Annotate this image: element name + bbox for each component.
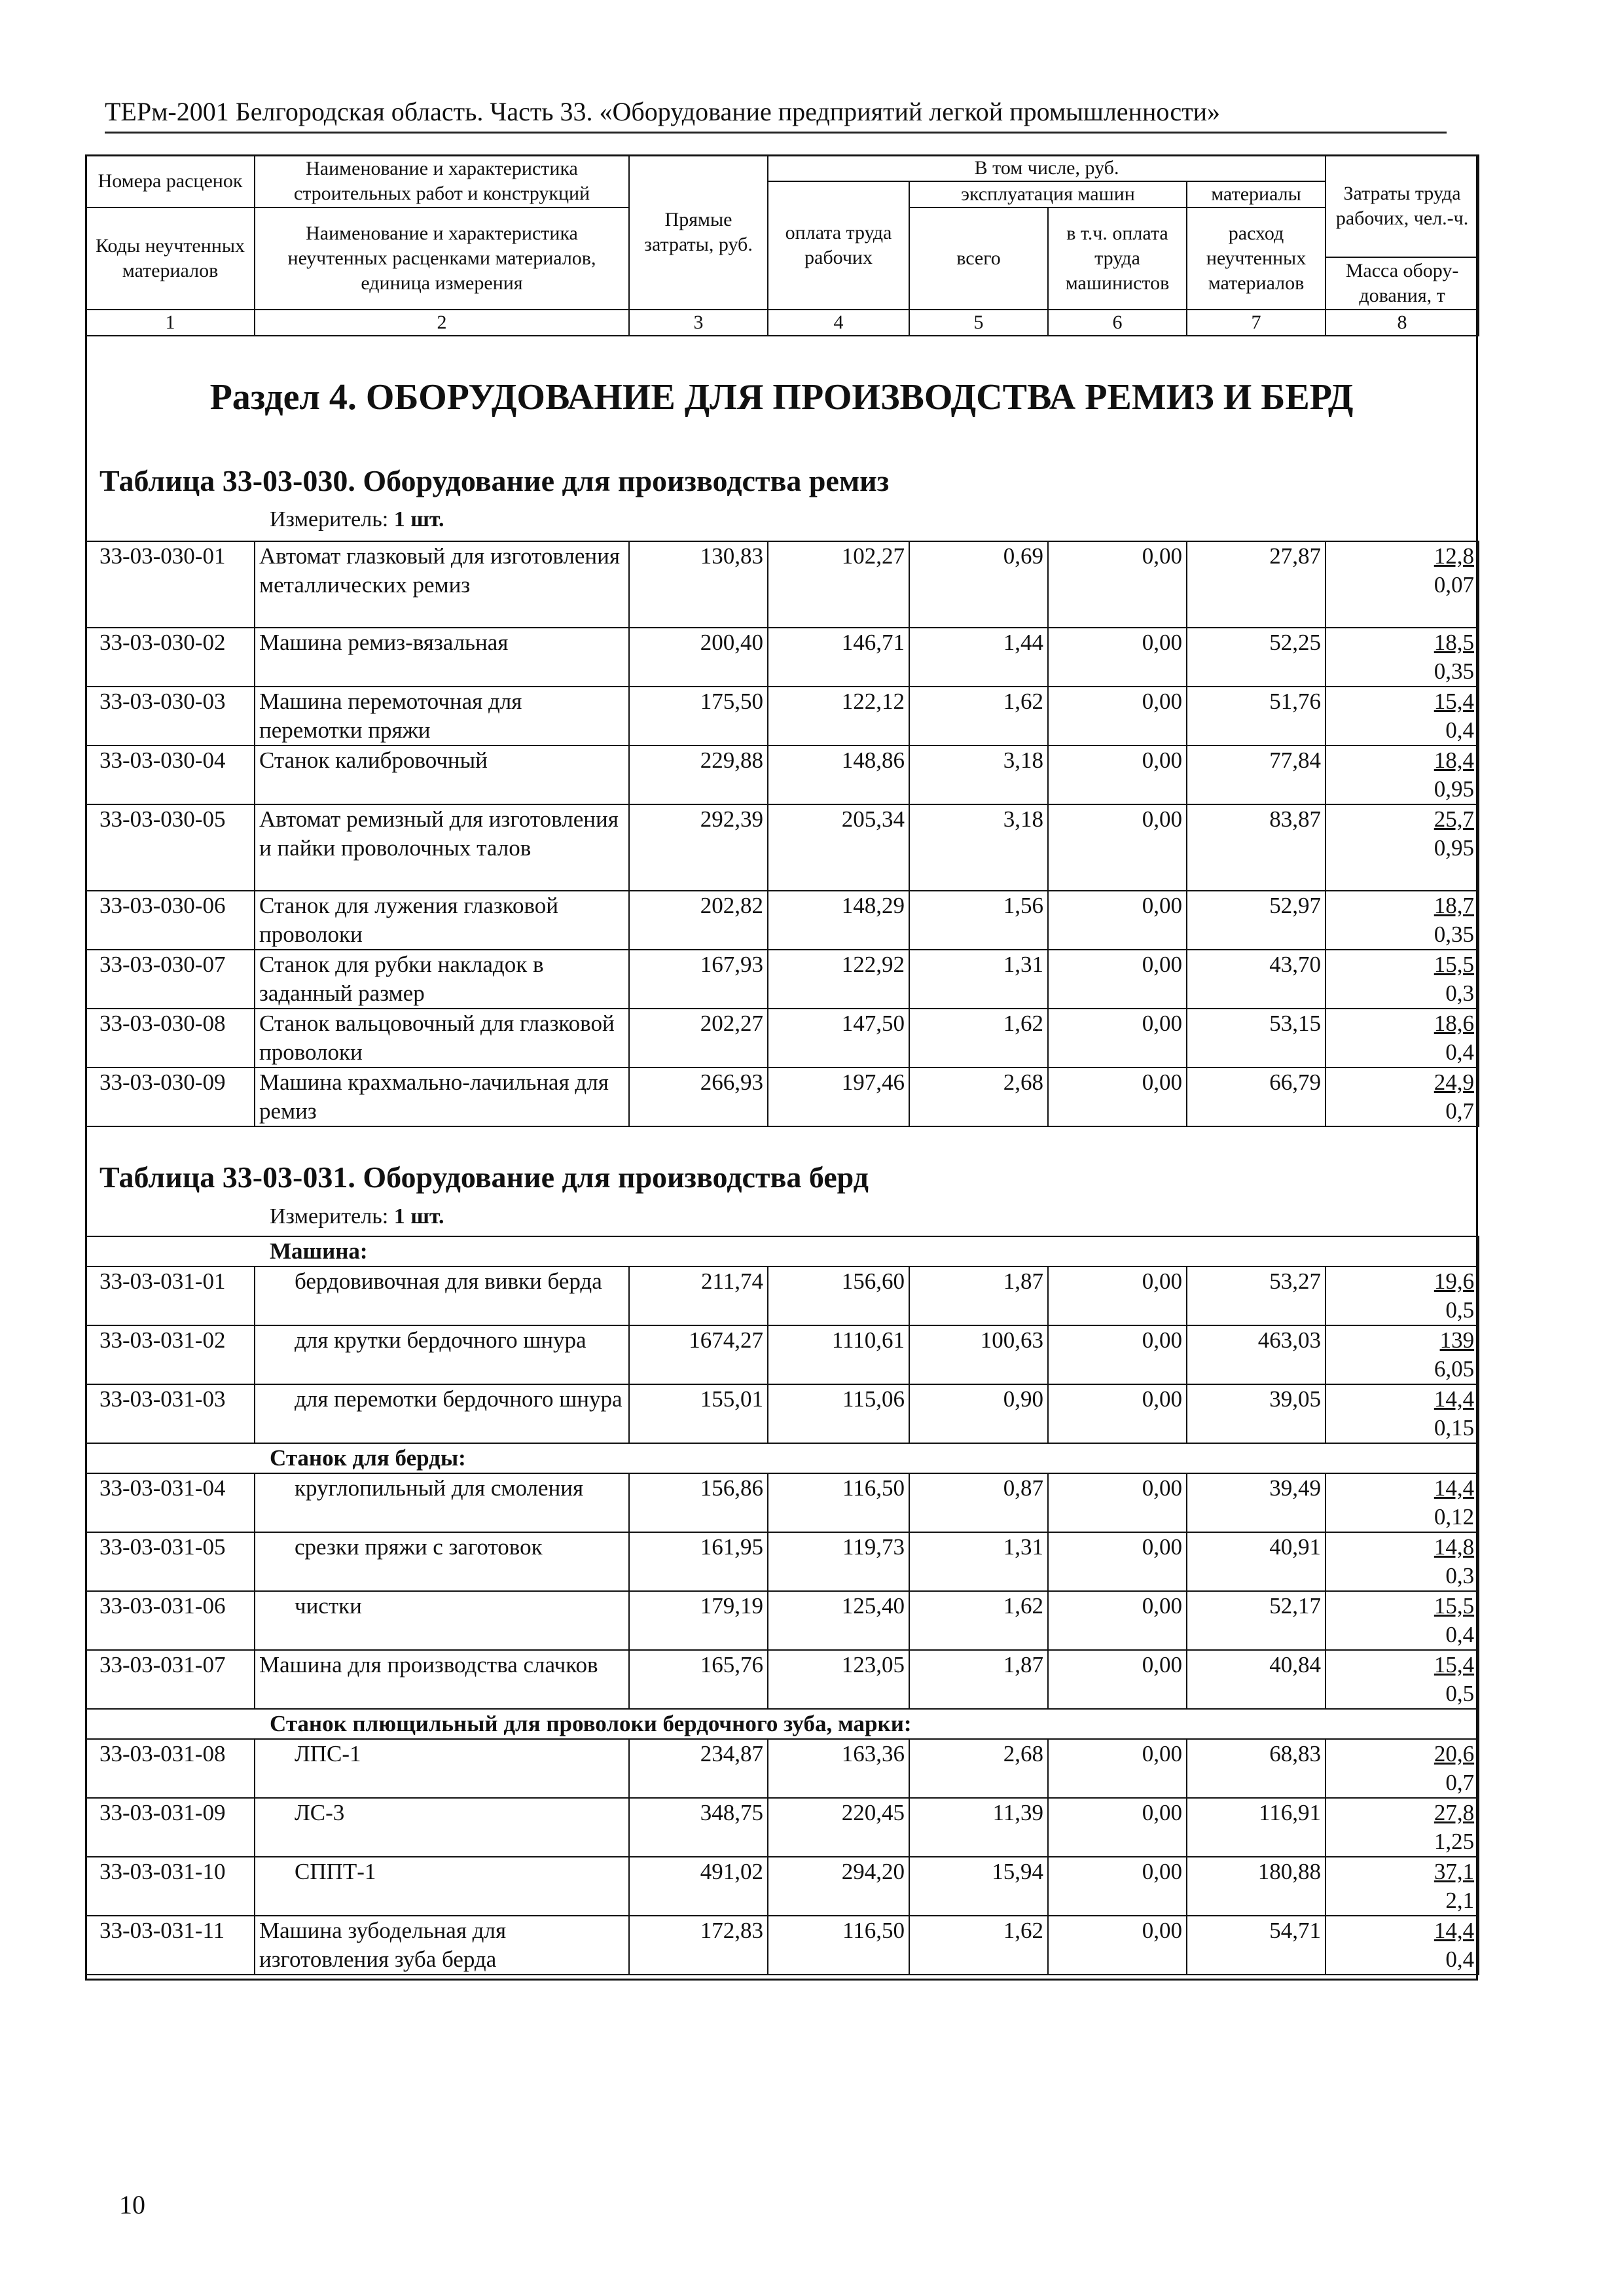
work-name: чистки (255, 1591, 629, 1650)
rate-code: 33-03-031-06 (86, 1591, 255, 1650)
subgroup-label: Машина: (86, 1236, 1479, 1266)
work-name: Станок для рубки накладок в заданный размер (255, 950, 629, 1009)
operator-pay: 0,00 (1048, 1325, 1187, 1384)
operator-pay: 0,00 (1048, 1591, 1187, 1650)
table-row (86, 1473, 1479, 1532)
materials: 51,76 (1187, 687, 1326, 745)
equipment-mass: 6,05 (1434, 1356, 1475, 1382)
labor-costs: 25,7 (1434, 806, 1474, 832)
worker-pay: 116,50 (768, 1473, 909, 1532)
labor-and-mass (1326, 541, 1479, 628)
operator-pay: 0,00 (1048, 1067, 1187, 1126)
operator-pay: 0,00 (1048, 1650, 1187, 1709)
direct-costs: 172,83 (629, 1916, 768, 1975)
operator-pay: 0,00 (1048, 1916, 1187, 1975)
labor-costs: 24,9 (1434, 1069, 1474, 1095)
machines-total: 1,62 (909, 1009, 1048, 1067)
labor-costs: 12,8 (1434, 543, 1474, 569)
materials: 83,87 (1187, 804, 1326, 891)
header-rate-numbers: Номера расценок (86, 155, 255, 207)
column-number: 3 (629, 310, 768, 336)
operator-pay: 0,00 (1048, 541, 1187, 628)
table-row (86, 1325, 1479, 1384)
table-row (86, 1798, 1479, 1857)
rate-code: 33-03-030-03 (86, 687, 255, 745)
labor-costs: 18,6 (1434, 1011, 1474, 1036)
work-name: бердовивочная для вивки берда (255, 1266, 629, 1325)
materials: 27,87 (1187, 541, 1326, 628)
table-row (86, 1266, 1479, 1325)
materials: 77,84 (1187, 745, 1326, 804)
direct-costs: 167,93 (629, 950, 768, 1009)
work-name: для перемотки бердочного шнура (255, 1384, 629, 1443)
header-worker-pay: оплата труда рабочих (768, 181, 909, 310)
labor-costs: 14,4 (1434, 1386, 1475, 1412)
labor-costs: 18,4 (1434, 747, 1474, 773)
materials: 40,84 (1187, 1650, 1326, 1709)
measure-label: Измеритель: (270, 1204, 389, 1229)
operator-pay: 0,00 (1048, 687, 1187, 745)
rate-code: 33-03-030-02 (86, 628, 255, 687)
machines-total: 1,56 (909, 891, 1048, 950)
labor-and-mass (1326, 950, 1479, 1009)
worker-pay: 146,71 (768, 628, 909, 687)
labor-and-mass (1326, 1650, 1479, 1709)
worker-pay: 148,29 (768, 891, 909, 950)
labor-costs: 14,4 (1434, 1918, 1475, 1943)
labor-and-mass (1326, 1473, 1479, 1532)
rate-code: 33-03-030-07 (86, 950, 255, 1009)
worker-pay: 163,36 (768, 1739, 909, 1798)
worker-pay: 294,20 (768, 1857, 909, 1916)
machines-total: 1,44 (909, 628, 1048, 687)
worker-pay: 197,46 (768, 1067, 909, 1126)
labor-and-mass (1326, 891, 1479, 950)
header-machines-total: всего (909, 207, 1048, 310)
direct-costs: 491,02 (629, 1857, 768, 1916)
subgroup-label: Станок плющильный для проволоки бердочного зуба, марки: (86, 1709, 1479, 1739)
table-row (86, 1532, 1479, 1591)
machines-total: 100,63 (909, 1325, 1048, 1384)
subgroup-row (86, 1236, 1479, 1266)
column-number: 6 (1048, 310, 1187, 336)
labor-costs: 14,8 (1434, 1534, 1475, 1560)
rate-code: 33-03-031-08 (86, 1739, 255, 1798)
operator-pay: 0,00 (1048, 950, 1187, 1009)
labor-and-mass (1326, 745, 1479, 804)
machines-total: 0,87 (909, 1473, 1048, 1532)
table-row (86, 541, 1479, 628)
labor-and-mass (1326, 1067, 1479, 1126)
work-name: СППТ-1 (255, 1857, 629, 1916)
operator-pay: 0,00 (1048, 745, 1187, 804)
table-row (86, 891, 1479, 950)
labor-and-mass (1326, 1384, 1479, 1443)
table-row (86, 804, 1479, 891)
materials: 52,97 (1187, 891, 1326, 950)
direct-costs: 202,82 (629, 891, 768, 950)
table-030 (85, 541, 1479, 1127)
table-row (86, 1384, 1479, 1443)
machines-total: 1,62 (909, 1591, 1048, 1650)
direct-costs: 229,88 (629, 745, 768, 804)
worker-pay: 156,60 (768, 1266, 909, 1325)
rate-code: 33-03-030-04 (86, 745, 255, 804)
worker-pay: 102,27 (768, 541, 909, 628)
column-number: 8 (1326, 310, 1479, 336)
work-name: Станок вальцовочный для глазковой проволоки (255, 1009, 629, 1067)
labor-and-mass (1326, 1009, 1479, 1067)
equipment-mass: 0,35 (1434, 658, 1474, 684)
table-row (86, 1650, 1479, 1709)
page-number: 10 (119, 2190, 145, 2219)
labor-costs: 15,4 (1434, 1652, 1475, 1677)
header-work-name: Наименование и характеристика строительных работ и конструкций (255, 155, 629, 207)
measure-label: Измеритель: (270, 507, 389, 531)
worker-pay: 1110,61 (768, 1325, 909, 1384)
worker-pay: 119,73 (768, 1532, 909, 1591)
measure-031 (270, 1204, 444, 1229)
header-equipment-mass: Масса обору-дования, т (1326, 257, 1479, 310)
operator-pay: 0,00 (1048, 891, 1187, 950)
direct-costs: 266,93 (629, 1067, 768, 1126)
worker-pay: 122,92 (768, 950, 909, 1009)
equipment-mass: 1,25 (1434, 1829, 1475, 1854)
equipment-mass: 0,15 (1434, 1415, 1475, 1441)
machines-total: 11,39 (909, 1798, 1048, 1857)
table-row (86, 1857, 1479, 1916)
machines-total: 3,18 (909, 804, 1048, 891)
work-name: ЛПС-1 (255, 1739, 629, 1798)
direct-costs: 202,27 (629, 1009, 768, 1067)
machines-total: 1,87 (909, 1266, 1048, 1325)
direct-costs: 175,50 (629, 687, 768, 745)
column-number: 2 (255, 310, 629, 336)
rate-code: 33-03-031-11 (86, 1916, 255, 1975)
column-number: 7 (1187, 310, 1326, 336)
equipment-mass: 0,12 (1434, 1504, 1475, 1530)
subgroup-row (86, 1443, 1479, 1473)
rate-code: 33-03-031-10 (86, 1857, 255, 1916)
operator-pay: 0,00 (1048, 1266, 1187, 1325)
column-numbers-row (86, 310, 1479, 336)
direct-costs: 200,40 (629, 628, 768, 687)
machines-total: 1,31 (909, 950, 1048, 1009)
worker-pay: 147,50 (768, 1009, 909, 1067)
direct-costs: 292,39 (629, 804, 768, 891)
header-material-codes: Коды неучтенных материалов (86, 207, 255, 310)
machines-total: 0,90 (909, 1384, 1048, 1443)
page-header: ТЕРм-2001 Белгородская область. Часть 33. «Оборудование предприятий легкой промышленности» (105, 95, 1447, 134)
labor-and-mass (1326, 1266, 1479, 1325)
column-number: 5 (909, 310, 1048, 336)
machines-total: 1,87 (909, 1650, 1048, 1709)
measure-value: 1 шт. (393, 1204, 444, 1229)
operator-pay: 0,00 (1048, 1532, 1187, 1591)
table-row (86, 950, 1479, 1009)
labor-and-mass (1326, 1798, 1479, 1857)
column-header-table (85, 154, 1479, 336)
subgroup-label: Станок для берды: (86, 1443, 1479, 1473)
machines-total: 1,62 (909, 1916, 1048, 1975)
materials: 180,88 (1187, 1857, 1326, 1916)
rate-code: 33-03-031-02 (86, 1325, 255, 1384)
header-material-name: Наименование и характеристика неучтенных расценками материалов, единица измерения (255, 207, 629, 310)
column-number: 4 (768, 310, 909, 336)
equipment-mass: 0,07 (1434, 572, 1474, 598)
labor-and-mass (1326, 687, 1479, 745)
labor-and-mass (1326, 804, 1479, 891)
work-name: круглопильный для смоления (255, 1473, 629, 1532)
work-name: Автомат ремизный для изготовления и пайки проволочных талов (255, 804, 629, 891)
equipment-mass: 0,3 (1445, 980, 1474, 1006)
header-direct-costs: Прямые затраты, руб. (629, 155, 768, 310)
machines-total: 2,68 (909, 1739, 1048, 1798)
materials: 40,91 (1187, 1532, 1326, 1591)
work-name: Автомат глазковый для изготовления металлических ремиз (255, 541, 629, 628)
table-031 (85, 1236, 1479, 1975)
rate-code: 33-03-031-09 (86, 1798, 255, 1857)
materials: 116,91 (1187, 1798, 1326, 1857)
header-including: В том числе, руб. (768, 155, 1326, 181)
equipment-mass: 2,1 (1445, 1888, 1475, 1913)
work-name: Машина для производства слачков (255, 1650, 629, 1709)
direct-costs: 161,95 (629, 1532, 768, 1591)
section-title: Раздел 4. ОБОРУДОВАНИЕ ДЛЯ ПРОИЗВОДСТВА РЕМИЗ И БЕРД (209, 377, 1354, 418)
worker-pay: 116,50 (768, 1916, 909, 1975)
work-name: Машина крахмально-лачильная для ремиз (255, 1067, 629, 1126)
rate-code: 33-03-030-08 (86, 1009, 255, 1067)
equipment-mass: 0,4 (1445, 1039, 1474, 1065)
equipment-mass: 0,5 (1445, 1681, 1475, 1706)
labor-costs: 15,5 (1434, 1593, 1475, 1619)
equipment-mass: 0,3 (1445, 1563, 1475, 1588)
labor-and-mass (1326, 1739, 1479, 1798)
header-materials: материалы (1187, 181, 1326, 207)
labor-and-mass (1326, 1325, 1479, 1384)
materials: 39,05 (1187, 1384, 1326, 1443)
equipment-mass: 0,95 (1434, 776, 1474, 802)
measure-030 (270, 507, 444, 532)
labor-costs: 15,5 (1434, 952, 1474, 977)
labor-costs: 139 (1439, 1327, 1475, 1353)
rate-code: 33-03-030-09 (86, 1067, 255, 1126)
table-row (86, 1916, 1479, 1975)
machines-total: 0,69 (909, 541, 1048, 628)
materials: 463,03 (1187, 1325, 1326, 1384)
materials: 54,71 (1187, 1916, 1326, 1975)
operator-pay: 0,00 (1048, 628, 1187, 687)
subgroup-row (86, 1709, 1479, 1739)
header-machine-operation: эксплуатация машин (909, 181, 1187, 207)
operator-pay: 0,00 (1048, 1473, 1187, 1532)
worker-pay: 148,86 (768, 745, 909, 804)
direct-costs: 348,75 (629, 1798, 768, 1857)
rate-code: 33-03-030-01 (86, 541, 255, 628)
operator-pay: 0,00 (1048, 1798, 1187, 1857)
labor-and-mass (1326, 1857, 1479, 1916)
labor-and-mass (1326, 1591, 1479, 1650)
machines-total: 15,94 (909, 1857, 1048, 1916)
operator-pay: 0,00 (1048, 804, 1187, 891)
equipment-mass: 0,4 (1445, 717, 1474, 743)
operator-pay: 0,00 (1048, 1857, 1187, 1916)
materials: 39,49 (1187, 1473, 1326, 1532)
labor-and-mass (1326, 1532, 1479, 1591)
materials: 53,15 (1187, 1009, 1326, 1067)
worker-pay: 122,12 (768, 687, 909, 745)
worker-pay: 220,45 (768, 1798, 909, 1857)
column-number: 1 (86, 310, 255, 336)
equipment-mass: 0,4 (1445, 1946, 1475, 1972)
direct-costs: 130,83 (629, 541, 768, 628)
rate-code: 33-03-031-04 (86, 1473, 255, 1532)
materials: 53,27 (1187, 1266, 1326, 1325)
work-name: Машина зубодельная для изготовления зуба берда (255, 1916, 629, 1975)
labor-and-mass (1326, 1916, 1479, 1975)
table-row (86, 1067, 1479, 1126)
operator-pay: 0,00 (1048, 1739, 1187, 1798)
direct-costs: 234,87 (629, 1739, 768, 1798)
rate-code: 33-03-030-05 (86, 804, 255, 891)
labor-costs: 18,7 (1434, 893, 1474, 918)
work-name: срезки пряжи с заготовок (255, 1532, 629, 1591)
machines-total: 1,62 (909, 687, 1048, 745)
materials: 52,25 (1187, 628, 1326, 687)
equipment-mass: 0,7 (1445, 1770, 1475, 1795)
direct-costs: 155,01 (629, 1384, 768, 1443)
work-name: Машина ремиз-вязальная (255, 628, 629, 687)
machines-total: 1,31 (909, 1532, 1048, 1591)
rate-code: 33-03-031-03 (86, 1384, 255, 1443)
work-name: Станок калибровочный (255, 745, 629, 804)
work-name: Машина перемоточная для перемотки пряжи (255, 687, 629, 745)
table-row (86, 1591, 1479, 1650)
table-row (86, 687, 1479, 745)
equipment-mass: 0,4 (1445, 1622, 1475, 1647)
equipment-mass: 0,7 (1445, 1098, 1474, 1124)
direct-costs: 156,86 (629, 1473, 768, 1532)
header-labor-costs: Затраты труда рабочих, чел.-ч. (1326, 155, 1479, 257)
worker-pay: 205,34 (768, 804, 909, 891)
labor-costs: 20,6 (1434, 1741, 1475, 1767)
equipment-mass: 0,95 (1434, 835, 1474, 861)
labor-costs: 19,6 (1434, 1268, 1475, 1294)
materials: 43,70 (1187, 950, 1326, 1009)
measure-value: 1 шт. (393, 507, 444, 531)
machines-total: 2,68 (909, 1067, 1048, 1126)
table-title-030: Таблица 33-03-030. Оборудование для производства ремиз (99, 464, 890, 497)
table-title-031: Таблица 33-03-031. Оборудование для производства берд (99, 1160, 869, 1194)
direct-costs: 179,19 (629, 1591, 768, 1650)
worker-pay: 115,06 (768, 1384, 909, 1443)
rate-code: 33-03-031-07 (86, 1650, 255, 1709)
operator-pay: 0,00 (1048, 1009, 1187, 1067)
labor-and-mass (1326, 628, 1479, 687)
direct-costs: 165,76 (629, 1650, 768, 1709)
work-name: ЛС-3 (255, 1798, 629, 1857)
equipment-mass: 0,5 (1445, 1297, 1475, 1323)
header-operator-pay: в т.ч. оплата труда машинистов (1048, 207, 1187, 310)
operator-pay: 0,00 (1048, 1384, 1187, 1443)
labor-costs: 15,4 (1434, 689, 1474, 714)
table-row (86, 745, 1479, 804)
materials: 68,83 (1187, 1739, 1326, 1798)
labor-costs: 27,8 (1434, 1800, 1475, 1825)
worker-pay: 125,40 (768, 1591, 909, 1650)
rate-code: 33-03-031-05 (86, 1532, 255, 1591)
header-material-consumption: расход неучтенных материалов (1187, 207, 1326, 310)
labor-costs: 14,4 (1434, 1475, 1475, 1501)
work-name: Станок для лужения глазковой проволоки (255, 891, 629, 950)
rate-code: 33-03-031-01 (86, 1266, 255, 1325)
machines-total: 3,18 (909, 745, 1048, 804)
equipment-mass: 0,35 (1434, 922, 1474, 947)
work-name: для крутки бердочного шнура (255, 1325, 629, 1384)
table-row (86, 628, 1479, 687)
direct-costs: 211,74 (629, 1266, 768, 1325)
rate-code: 33-03-030-06 (86, 891, 255, 950)
labor-costs: 18,5 (1434, 630, 1474, 655)
materials: 66,79 (1187, 1067, 1326, 1126)
direct-costs: 1674,27 (629, 1325, 768, 1384)
materials: 52,17 (1187, 1591, 1326, 1650)
table-row (86, 1009, 1479, 1067)
labor-costs: 37,1 (1434, 1859, 1475, 1884)
table-row (86, 1739, 1479, 1798)
worker-pay: 123,05 (768, 1650, 909, 1709)
